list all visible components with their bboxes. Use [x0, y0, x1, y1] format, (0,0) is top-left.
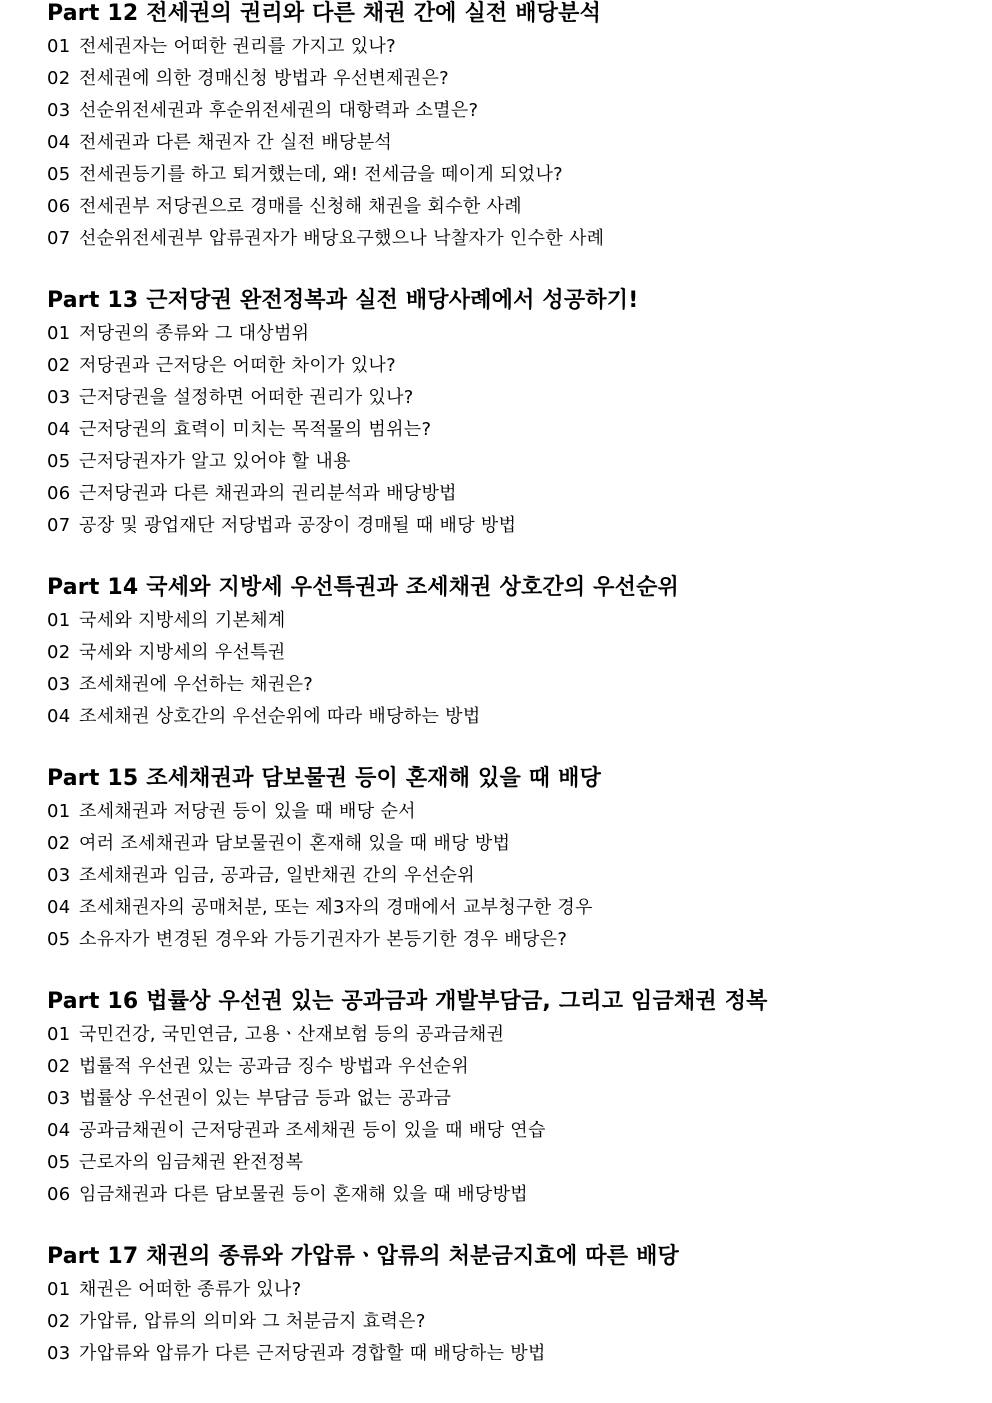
list-item: [47, 414, 992, 446]
part-14-section: [47, 571, 992, 733]
section-spacer: [47, 733, 992, 762]
item-number: 02: [47, 1056, 71, 1077]
item-text: 근저당권과 다른 채권과의 권리분석과 배당방법: [79, 483, 457, 504]
list-item: [47, 318, 992, 350]
list-item: [47, 860, 992, 892]
item-number: 01: [47, 36, 71, 57]
item-number: 01: [47, 801, 71, 822]
item-text: 공장 및 광업재단 저당법과 공장이 경매될 때 배당 방법: [79, 515, 517, 536]
list-item: [47, 796, 992, 828]
list-item: [47, 95, 992, 127]
list-item: [47, 1019, 992, 1051]
item-text: 전세권등기를 하고 퇴거했는데, 왜! 전세금을 떼이게 되었나?: [79, 164, 564, 185]
list-item: [47, 701, 992, 733]
section-spacer: [47, 255, 992, 284]
item-text: 법률상 우선권이 있는 부담금 등과 없는 공과금: [79, 1088, 452, 1109]
item-text: 저당권의 종류와 그 대상범위: [79, 323, 310, 344]
item-number: 02: [47, 1311, 71, 1332]
item-number: 02: [47, 642, 71, 663]
item-text: 근저당권자가 알고 있어야 할 내용: [79, 451, 351, 472]
list-item: [47, 382, 992, 414]
item-text: 근저당권을 설정하면 어떠한 권리가 있나?: [79, 387, 414, 408]
item-text: 국세와 지방세의 우선특권: [79, 642, 286, 663]
list-item: [47, 605, 992, 637]
item-number: 02: [47, 68, 71, 89]
list-item: [47, 1147, 992, 1179]
list-item: [47, 1306, 992, 1338]
list-item: [47, 1179, 992, 1211]
item-text: 선순위전세권과 후순위전세권의 대항력과 소멸은?: [79, 100, 479, 121]
list-item: [47, 223, 992, 255]
item-text: 조세채권과 저당권 등이 있을 때 배당 순서: [79, 801, 416, 822]
list-item: [47, 159, 992, 191]
part-15-section: [47, 762, 992, 956]
list-item: [47, 892, 992, 924]
list-item: [47, 1338, 992, 1370]
item-text: 근저당권의 효력이 미치는 목적물의 범위는?: [79, 419, 432, 440]
item-text: 조세채권 상호간의 우선순위에 따라 배당하는 방법: [79, 706, 481, 727]
section-spacer: [47, 1211, 992, 1240]
item-number: 01: [47, 323, 71, 344]
item-text: 공과금채권이 근저당권과 조세채권 등이 있을 때 배당 연습: [79, 1120, 546, 1141]
list-item: [47, 350, 992, 382]
item-number: 03: [47, 674, 71, 695]
list-item: [47, 1115, 992, 1147]
item-number: 04: [47, 132, 71, 153]
part-title: Part 17 채권의 종류와 가압류ㆍ압류의 처분금지효에 따른 배당: [47, 1244, 679, 1269]
item-number: 03: [47, 387, 71, 408]
list-item: [47, 1051, 992, 1083]
item-number: 07: [47, 515, 71, 536]
item-text: 국민건강, 국민연금, 고용ㆍ산재보험 등의 공과금채권: [79, 1024, 505, 1045]
part-title: Part 14 국세와 지방세 우선특권과 조세채권 상호간의 우선순위: [47, 575, 679, 600]
part-13-section: [47, 284, 992, 542]
item-number: 02: [47, 355, 71, 376]
list-item: [47, 924, 992, 956]
item-text: 전세권자는 어떠한 권리를 가지고 있나?: [79, 36, 396, 57]
item-text: 가압류, 압류의 의미와 그 처분금지 효력은?: [79, 1311, 426, 1332]
item-number: 05: [47, 164, 71, 185]
item-number: 04: [47, 897, 71, 918]
item-text: 조세채권과 임금, 공과금, 일반채권 간의 우선순위: [79, 865, 475, 886]
item-number: 04: [47, 706, 71, 727]
part-12-section: [47, 0, 992, 255]
item-text: 법률적 우선권 있는 공과금 징수 방법과 우선순위: [79, 1056, 469, 1077]
item-number: 03: [47, 1343, 71, 1364]
list-item: [47, 127, 992, 159]
item-text: 조세채권자의 공매처분, 또는 제3자의 경매에서 교부청구한 경우: [79, 897, 593, 918]
item-number: 04: [47, 1120, 71, 1141]
list-item: [47, 1083, 992, 1115]
list-item: [47, 637, 992, 669]
item-number: 05: [47, 1152, 71, 1173]
item-number: 06: [47, 196, 71, 217]
item-number: 06: [47, 483, 71, 504]
list-item: [47, 446, 992, 478]
item-number: 03: [47, 865, 71, 886]
item-number: 04: [47, 419, 71, 440]
list-item: [47, 191, 992, 223]
section-spacer: [47, 542, 992, 571]
item-number: 02: [47, 833, 71, 854]
part-16-section: [47, 985, 992, 1211]
list-item: [47, 1274, 992, 1306]
item-number: 03: [47, 1088, 71, 1109]
item-text: 조세채권에 우선하는 채권은?: [79, 674, 314, 695]
part-title: Part 15 조세채권과 담보물권 등이 혼재해 있을 때 배당: [47, 766, 602, 791]
list-item: [47, 31, 992, 63]
item-number: 01: [47, 1279, 71, 1300]
item-text: 국세와 지방세의 기본체계: [79, 610, 286, 631]
item-number: 06: [47, 1184, 71, 1205]
item-number: 05: [47, 929, 71, 950]
list-item: [47, 669, 992, 701]
part-title: Part 16 법률상 우선권 있는 공과금과 개발부담금, 그리고 임금채권 정복: [47, 989, 768, 1014]
part-title: Part 12 전세권의 권리와 다른 채권 간에 실전 배당분석: [47, 1, 602, 26]
list-item: [47, 478, 992, 510]
item-number: 03: [47, 100, 71, 121]
item-text: 여러 조세채권과 담보물권이 혼재해 있을 때 배당 방법: [79, 833, 511, 854]
item-text: 근로자의 임금채권 완전정복: [79, 1152, 304, 1173]
item-text: 채권은 어떠한 종류가 있나?: [79, 1279, 302, 1300]
list-item: [47, 63, 992, 95]
item-text: 가압류와 압류가 다른 근저당권과 경합할 때 배당하는 방법: [79, 1343, 546, 1364]
item-number: 01: [47, 1024, 71, 1045]
item-text: 선순위전세권부 압류권자가 배당요구했으나 낙찰자가 인수한 사례: [79, 228, 605, 249]
item-text: 전세권부 저당권으로 경매를 신청해 채권을 회수한 사례: [79, 196, 522, 217]
section-spacer: [47, 956, 992, 985]
item-text: 임금채권과 다른 담보물권 등이 혼재해 있을 때 배당방법: [79, 1184, 528, 1205]
list-item: [47, 828, 992, 860]
item-text: 소유자가 변경된 경우와 가등기권자가 본등기한 경우 배당은?: [79, 929, 568, 950]
item-text: 저당권과 근저당은 어떠한 차이가 있나?: [79, 355, 396, 376]
item-number: 07: [47, 228, 71, 249]
item-text: 전세권에 의한 경매신청 방법과 우선변제권은?: [79, 68, 450, 89]
item-text: 전세권과 다른 채권자 간 실전 배당분석: [79, 132, 393, 153]
part-17-section: [47, 1240, 992, 1370]
part-title: Part 13 근저당권 완전정복과 실전 배당사례에서 성공하기!: [47, 288, 639, 313]
item-number: 05: [47, 451, 71, 472]
item-number: 01: [47, 610, 71, 631]
list-item: [47, 510, 992, 542]
